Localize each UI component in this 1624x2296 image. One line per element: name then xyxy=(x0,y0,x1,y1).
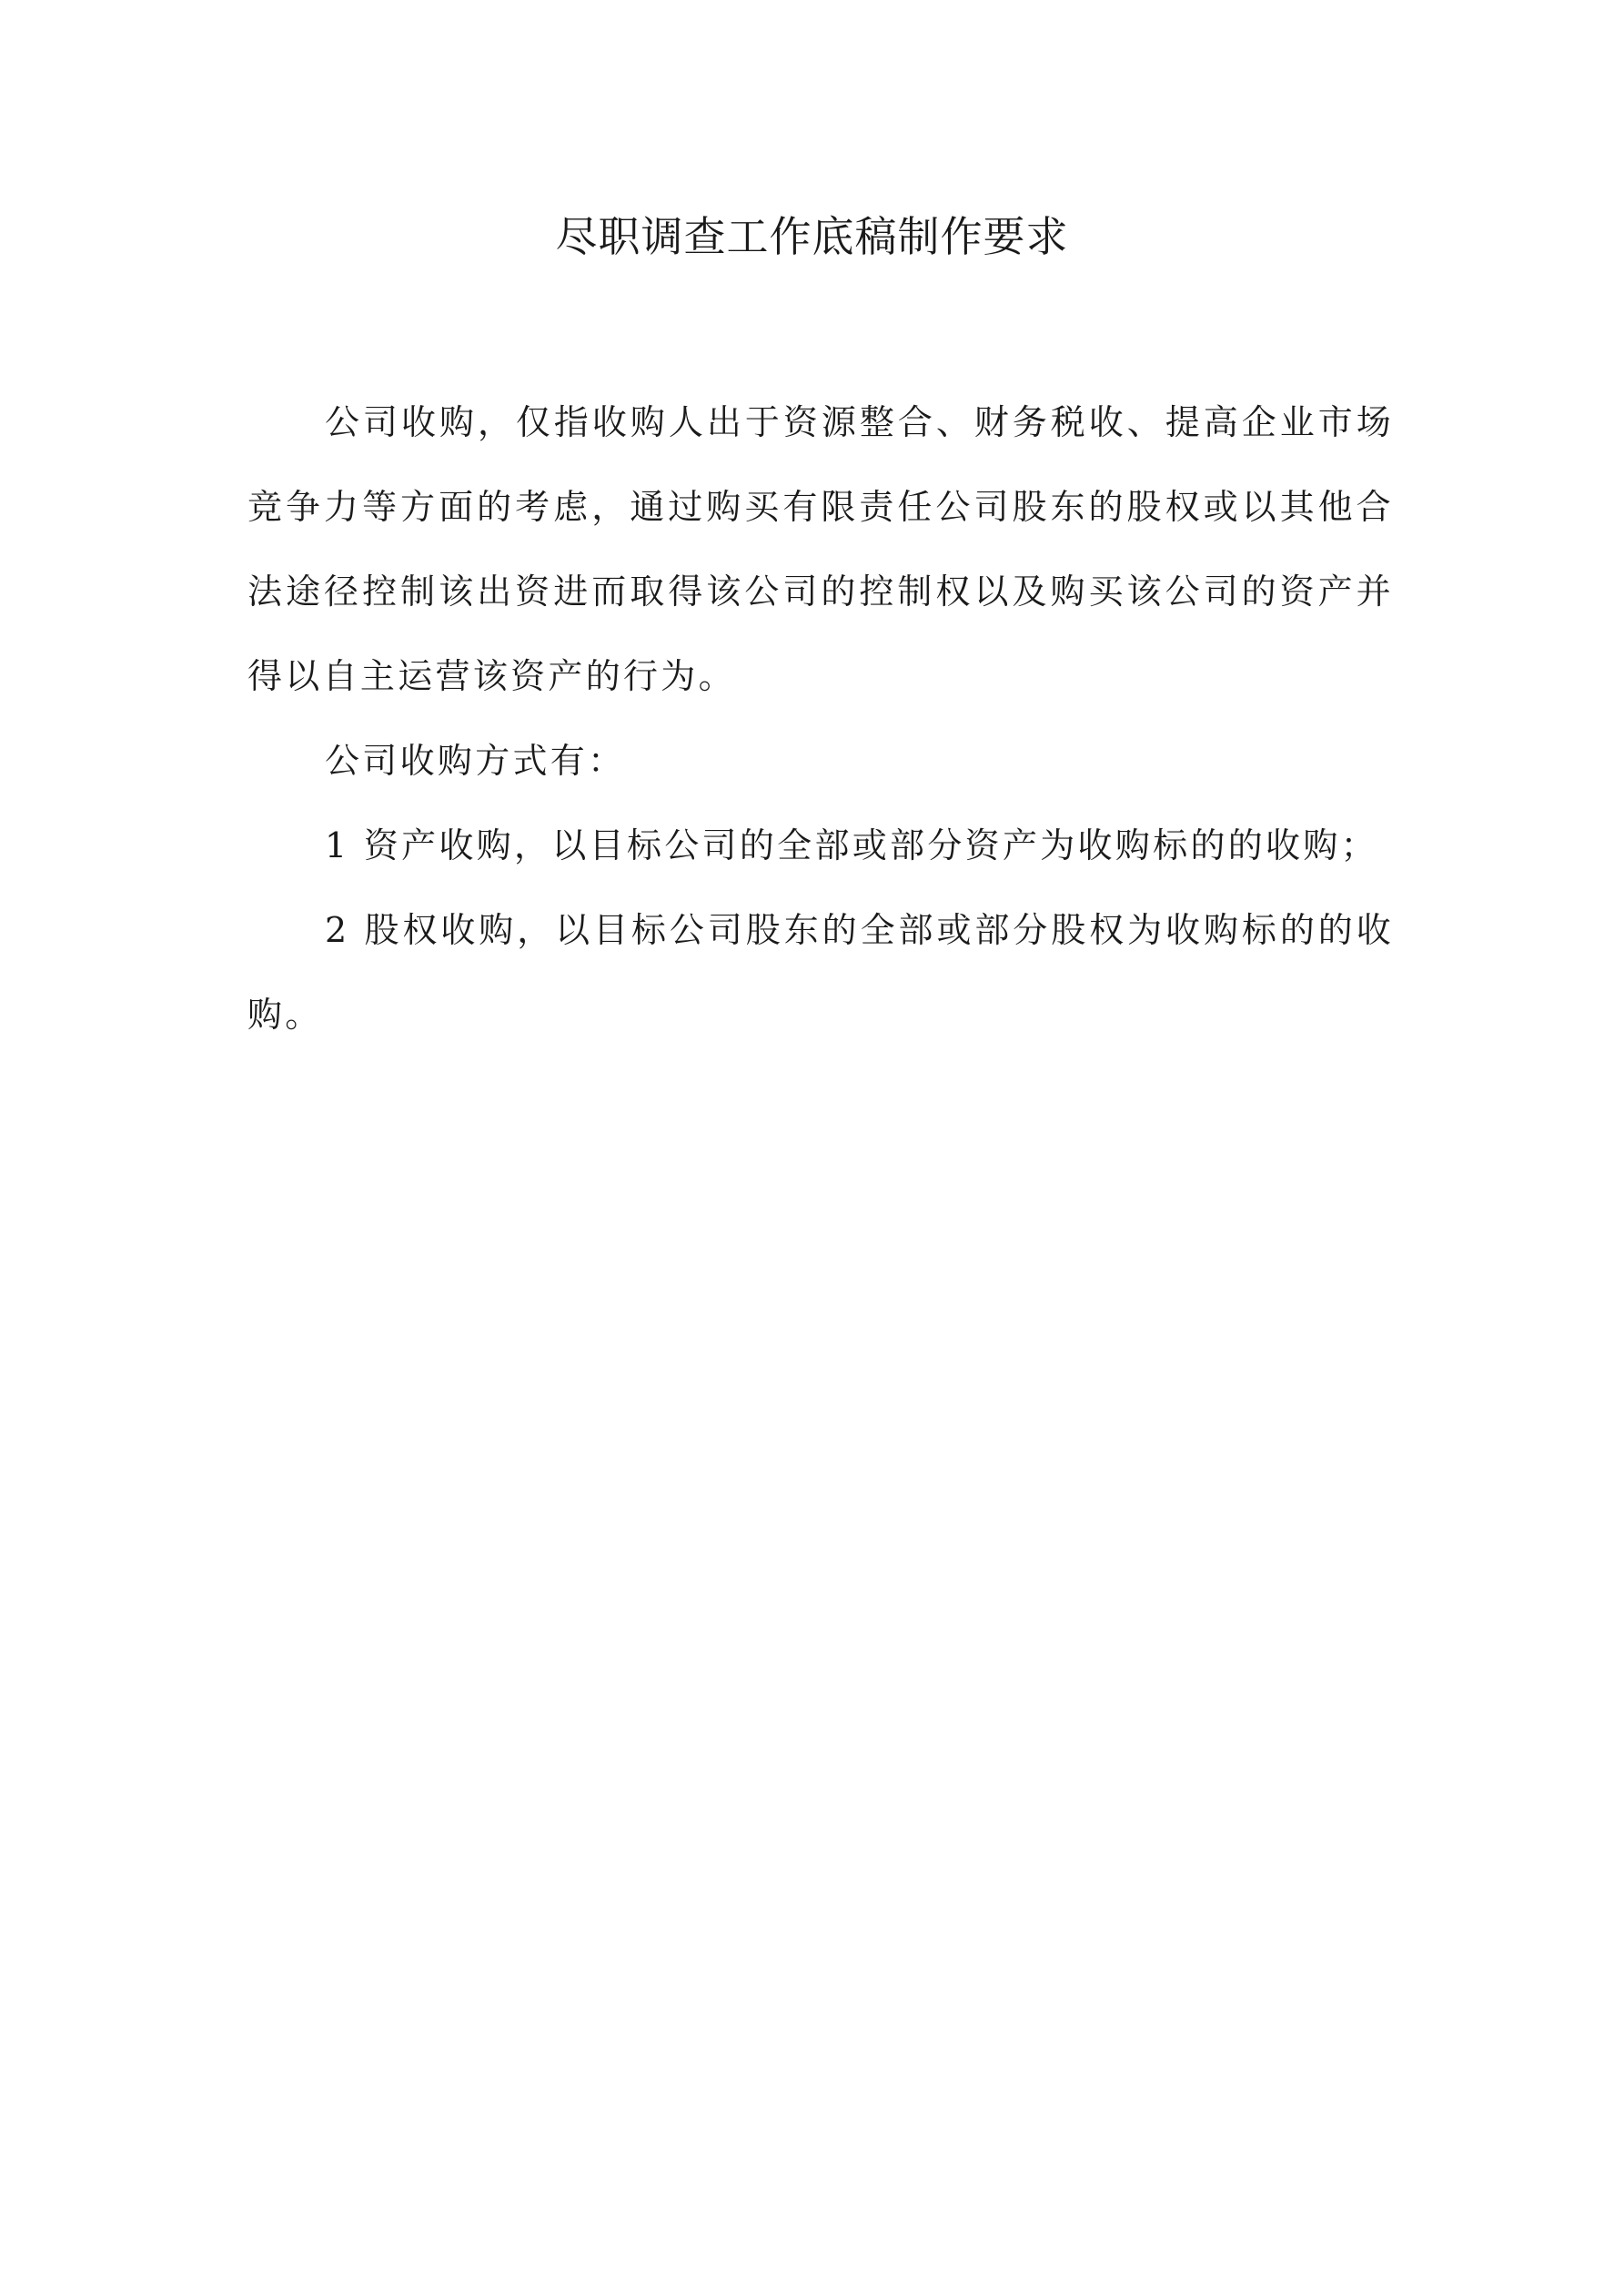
paragraph-asset-acquisition: 1 资产收购，以目标公司的全部或部分资产为收购标的的收购； xyxy=(325,825,1378,865)
paragraph-equity-acquisition: 2 股权收购，以目标公司股东的全部或部分股权为收购标的的收购。 xyxy=(247,910,1394,1035)
paragraph-definition: 公司收购，仅指收购人出于资源整合、财务税收、提高企业市场竞争力等方面的考虑，通过购买有限责任公司股东的股权或以其他合法途径控制该出资进而取得该公司的控制权以及购买该公司的资产并得以自主运营该资产的行为。 xyxy=(247,402,1394,696)
paragraph-methods-heading: 公司收购方式有： xyxy=(325,741,626,781)
document-title: 尽职调查工作底稿制作要求 xyxy=(555,212,1069,261)
document-body xyxy=(247,380,1394,1057)
